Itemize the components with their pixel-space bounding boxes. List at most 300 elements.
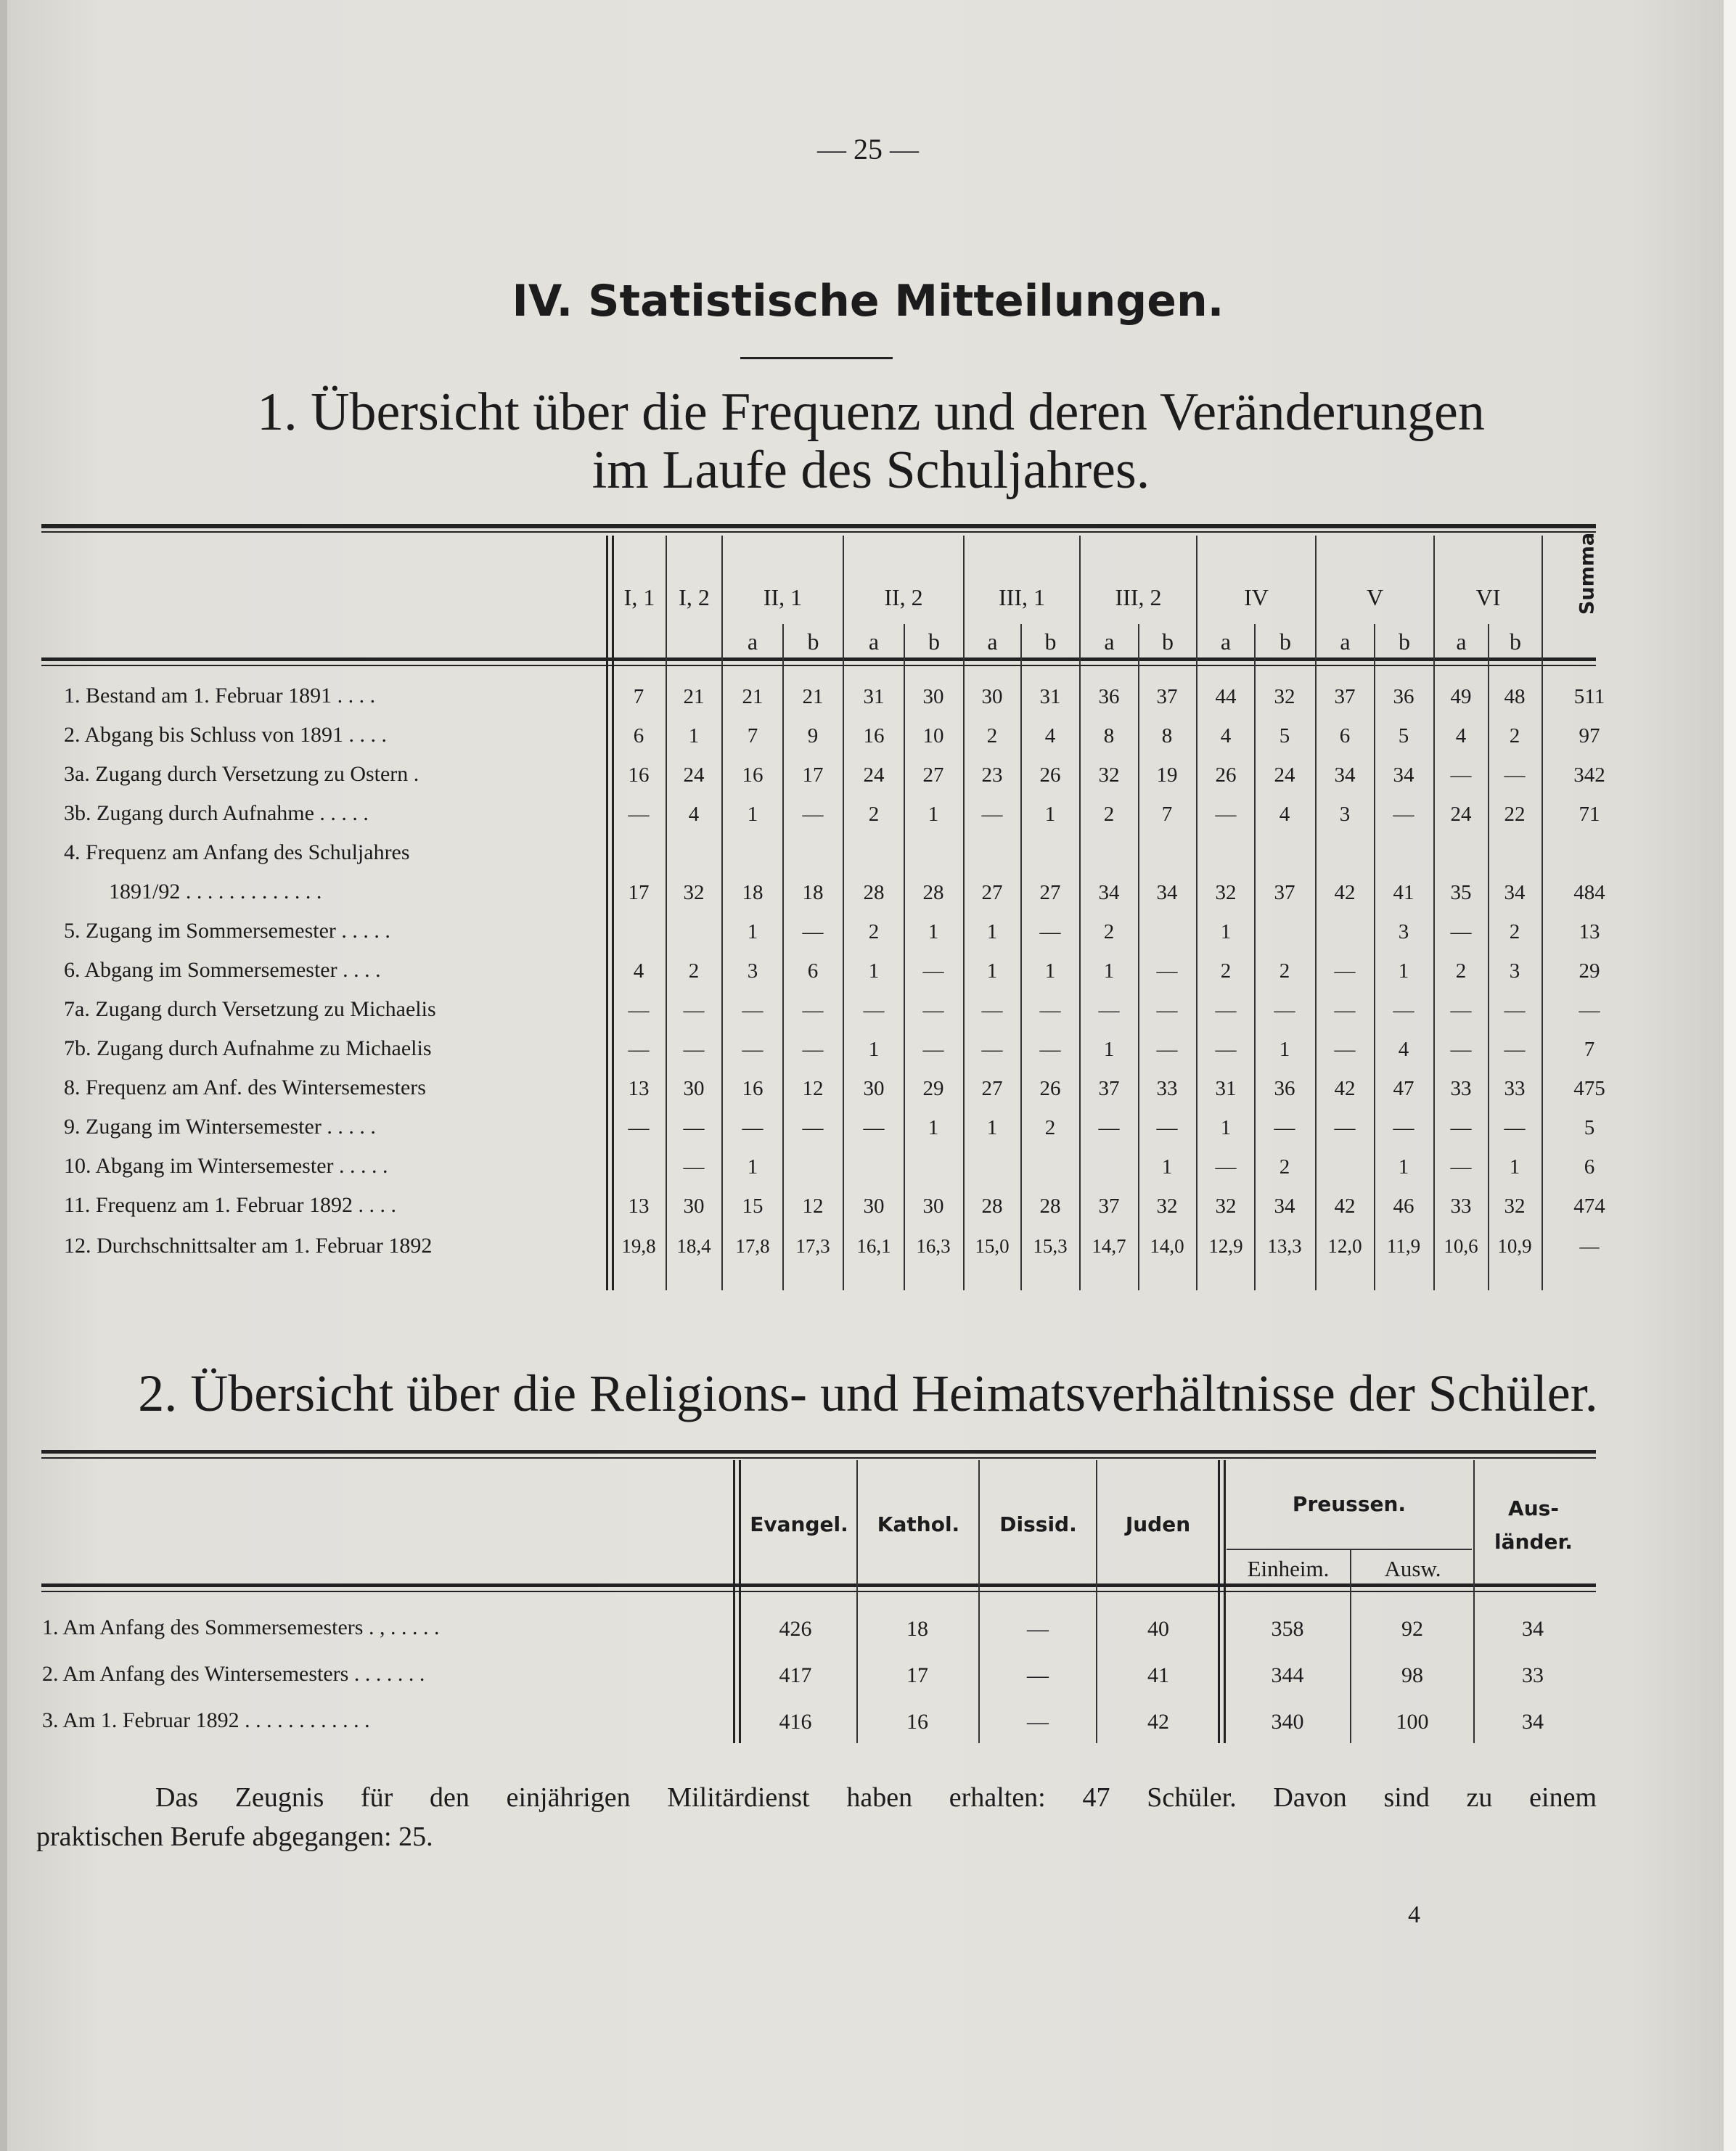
table1-cell: 342 xyxy=(1573,763,1605,787)
table1-cell: 30 xyxy=(981,685,1003,708)
table1-cell: 4 xyxy=(633,959,644,983)
table1-cell: 27 xyxy=(981,1077,1003,1100)
table1-cell: 48 xyxy=(1504,685,1526,708)
table1-cell: 33 xyxy=(1450,1195,1472,1218)
table1-cell: — xyxy=(802,803,824,826)
summa-header: Summa xyxy=(1576,532,1599,615)
table2-cell: 40 xyxy=(1147,1617,1169,1641)
table2-cell: — xyxy=(1027,1617,1049,1641)
table1-cell: 32 xyxy=(1215,1195,1237,1218)
table1-cell: 16 xyxy=(742,763,763,787)
table1-row-label: 11. Frequenz am 1. Februar 1892 . . . . xyxy=(64,1193,396,1217)
table1-cell: — xyxy=(1393,999,1414,1022)
table1-row-label: 7b. Zugang durch Aufnahme zu Michaelis xyxy=(64,1036,432,1060)
table2-cell: 42 xyxy=(1147,1710,1169,1734)
header-einheim: Einheim. xyxy=(1247,1556,1330,1581)
table1-cell: 32 xyxy=(683,881,705,904)
table1-cell: 28 xyxy=(863,881,885,904)
table1-cell: 1 xyxy=(1103,1038,1115,1061)
table1-row-label: 1891/92 . . . . . . . . . . . . . xyxy=(109,880,322,904)
table1-header-rule-thin xyxy=(41,665,1596,666)
table1-divider xyxy=(612,536,614,1290)
table1-cell: 32 xyxy=(1274,685,1295,708)
table1-cell: 18,4 xyxy=(676,1235,711,1257)
table2-divider xyxy=(978,1460,980,1743)
table1-cell: 10,9 xyxy=(1497,1235,1532,1257)
table1-cell: — xyxy=(1156,999,1178,1022)
table1-cell: 2 xyxy=(688,959,700,983)
table2-divider xyxy=(733,1460,735,1743)
table1-cell: — xyxy=(1039,920,1061,943)
column-header-vi: VI xyxy=(1475,584,1501,610)
table1-cell: 1 xyxy=(868,1038,880,1061)
table1-cell: — xyxy=(981,1038,1003,1061)
preussen-underline xyxy=(1227,1549,1472,1550)
table1-cell: — xyxy=(1098,1116,1120,1139)
table1-cell: — xyxy=(1450,920,1472,943)
table2-cell: 416 xyxy=(779,1710,812,1734)
table1-cell: — xyxy=(802,999,824,1022)
table1-cell: 1 xyxy=(1279,1038,1290,1061)
table2-cell: 17 xyxy=(906,1663,928,1687)
table2-divider xyxy=(1224,1460,1226,1743)
subcolumn-header: b xyxy=(928,628,940,655)
table1-cell: 97 xyxy=(1579,724,1600,747)
subcolumn-header: b xyxy=(1280,628,1291,655)
footnote-paragraph xyxy=(36,1778,1597,1856)
table1-cell: 1 xyxy=(986,959,998,983)
table1-cell: 6 xyxy=(633,724,644,747)
table1-cell: 16,1 xyxy=(856,1235,891,1257)
table1-cell: 1 xyxy=(1044,803,1056,826)
table1-cell: 474 xyxy=(1573,1195,1605,1218)
table1-cell: 5 xyxy=(1584,1116,1595,1139)
table1-cell: — xyxy=(1215,803,1237,826)
table1-cell: 32 xyxy=(1098,763,1120,787)
table1-cell: 17 xyxy=(802,763,824,787)
table1-cell: 4 xyxy=(1455,724,1467,747)
signature-mark: 4 xyxy=(1408,1901,1420,1928)
table2-row-label: 3. Am 1. Februar 1892 . . . . . . . . . . . . xyxy=(42,1708,370,1732)
table1-cell: 1 xyxy=(928,803,939,826)
table1-cell: — xyxy=(1215,1155,1237,1179)
table1-cell: 36 xyxy=(1274,1077,1295,1100)
table1-cell: 26 xyxy=(1039,1077,1061,1100)
subcolumn-header: b xyxy=(1399,628,1410,655)
table1-cell: 28 xyxy=(981,1195,1003,1218)
subcolumn-header: b xyxy=(1510,628,1521,655)
table1-cell: 21 xyxy=(683,685,705,708)
table1-cell: — xyxy=(802,1116,824,1139)
table2-cell: 344 xyxy=(1271,1663,1304,1687)
table1-cell: 11,9 xyxy=(1386,1235,1421,1257)
table1-cell: — xyxy=(1450,1038,1472,1061)
table1-cell: 2 xyxy=(868,920,880,943)
table1-cell: 475 xyxy=(1573,1077,1605,1100)
table1-cell: 23 xyxy=(981,763,1003,787)
table1-cell: — xyxy=(863,1116,885,1139)
table1-cell: 2 xyxy=(1509,724,1520,747)
table1-cell: 30 xyxy=(922,685,944,708)
table1-cell: — xyxy=(1039,1038,1061,1061)
table1-cell: 37 xyxy=(1156,685,1178,708)
table1-cell: — xyxy=(628,803,650,826)
table1-cell: 14,7 xyxy=(1092,1235,1126,1257)
table2-cell: 417 xyxy=(779,1663,812,1687)
table2-header-rule-thin xyxy=(41,1591,1596,1592)
table2-row-label: 2. Am Anfang des Wintersemesters . . . . . . . xyxy=(42,1662,425,1686)
table1-cell: 24 xyxy=(1450,803,1472,826)
table1-row-label: 8. Frequenz am Anf. des Wintersemesters xyxy=(64,1076,426,1099)
table1-cell: 8 xyxy=(1103,724,1115,747)
table1-cell: 10,6 xyxy=(1444,1235,1478,1257)
table1-cell: 1 xyxy=(986,1116,998,1139)
table1-cell: 29 xyxy=(1579,959,1600,983)
table1-cell: — xyxy=(1334,1116,1356,1139)
table1-cell: 484 xyxy=(1573,881,1605,904)
table1-cell: 32 xyxy=(1156,1195,1178,1218)
table1-cell: 10 xyxy=(922,724,944,747)
table1-cell: 35 xyxy=(1450,881,1472,904)
subcolumn-header: a xyxy=(868,628,880,655)
header-evangel: Evangel. xyxy=(750,1512,848,1536)
subcolumn-header: a xyxy=(1340,628,1351,655)
table1-cell: — xyxy=(1215,1038,1237,1061)
subcolumn-header: a xyxy=(987,628,998,655)
table1-cell: — xyxy=(1450,1155,1472,1179)
table1-cell: 7 xyxy=(747,724,758,747)
table1-cell: — xyxy=(1274,999,1295,1022)
table1-cell: 15 xyxy=(742,1195,763,1218)
table1-cell: 33 xyxy=(1450,1077,1472,1100)
table1-cell: — xyxy=(1334,959,1356,983)
column-header-ii1: II, 1 xyxy=(763,584,803,610)
table1-cell: — xyxy=(1450,763,1472,787)
column-header-i1: I, 1 xyxy=(623,584,655,610)
table1-cell: 7 xyxy=(1161,803,1173,826)
table1-cell: 1 xyxy=(1161,1155,1173,1179)
table1-cell: 16,3 xyxy=(916,1235,951,1257)
table1-cell: 44 xyxy=(1215,685,1237,708)
page-number: — 25 — xyxy=(817,133,919,165)
header-preussen: Preussen. xyxy=(1292,1492,1407,1516)
table1-cell: — xyxy=(683,999,705,1022)
table1-cell: 3 xyxy=(1509,959,1520,983)
table1-cell: 4 xyxy=(1044,724,1056,747)
table1-cell: 6 xyxy=(1339,724,1351,747)
table1-cell: 49 xyxy=(1450,685,1472,708)
table1-cell: — xyxy=(742,1038,763,1061)
table2-divider xyxy=(1350,1550,1351,1743)
table1-row-label: 5. Zugang im Sommersemester . . . . . xyxy=(64,919,390,943)
table1-cell: 36 xyxy=(1098,685,1120,708)
table1-cell: — xyxy=(1039,999,1061,1022)
table1-cell: — xyxy=(1504,763,1526,787)
table1-cell: 7 xyxy=(633,685,644,708)
footnote-line-2: praktischen Berufe abgegangen: 25. xyxy=(36,1822,433,1852)
table2-cell: 426 xyxy=(779,1617,812,1641)
table1-cell: 9 xyxy=(807,724,819,747)
table1-cell: 1 xyxy=(1398,1155,1409,1179)
table2-cell: 16 xyxy=(906,1710,928,1734)
table1-cell: 14,0 xyxy=(1150,1235,1184,1257)
column-header-iii1: III, 1 xyxy=(999,584,1045,610)
table1-title: 1. Übersicht über die Frequenz und deren Veränderungen xyxy=(257,382,1485,442)
table2-cell: 340 xyxy=(1271,1710,1304,1734)
table1-cell: — xyxy=(628,1116,650,1139)
table1-cell: — xyxy=(1274,1116,1295,1139)
table1-cell: — xyxy=(1393,803,1414,826)
table2-top-rule-thin xyxy=(41,1457,1596,1459)
table1-cell: 41 xyxy=(1393,881,1414,904)
subcolumn-header: a xyxy=(747,628,758,655)
table1-cell: — xyxy=(922,959,944,983)
table1-cell: 2 xyxy=(1044,1116,1056,1139)
table1-cell: 30 xyxy=(863,1077,885,1100)
table1-cell: — xyxy=(1450,1116,1472,1139)
table1-cell: 1 xyxy=(928,920,939,943)
table1-cell: — xyxy=(1156,1038,1178,1061)
table1-cell: 31 xyxy=(1215,1077,1237,1100)
table1-cell: — xyxy=(1579,1235,1600,1257)
table1-subtitle: im Laufe des Schuljahres. xyxy=(591,441,1150,500)
table1-cell: 26 xyxy=(1215,763,1237,787)
table2-cell: — xyxy=(1027,1710,1049,1734)
table1-row-label: 12. Durchschnittsalter am 1. Februar 1892 xyxy=(64,1234,433,1258)
footnote-line-1: Das Zeugnis für den einjährigen Militärdienst haben erhalten: 47 Schüler. Davon sind zu einem xyxy=(155,1782,1597,1813)
table1-cell: 17 xyxy=(628,881,650,904)
table1-cell: 1 xyxy=(1103,959,1115,983)
table1-cell: 22 xyxy=(1504,803,1526,826)
table1-cell: 2 xyxy=(1509,920,1520,943)
table1-cell: 12 xyxy=(802,1077,824,1100)
header-ausw: Ausw. xyxy=(1384,1556,1441,1581)
table2-cell: 33 xyxy=(1522,1663,1544,1687)
table1-cell: 28 xyxy=(1039,1195,1061,1218)
table1-cell: 16 xyxy=(863,724,885,747)
table2-row-label: 1. Am Anfang des Sommersemesters . , . . . . . xyxy=(42,1615,440,1639)
table1-row-label: 3b. Zugang durch Aufnahme . . . . . xyxy=(64,801,369,825)
table1-cell: 4 xyxy=(1220,724,1232,747)
table2-divider xyxy=(1218,1460,1220,1743)
header-kathol: Kathol. xyxy=(877,1512,960,1536)
table1-cell: 42 xyxy=(1334,1195,1356,1218)
table1-cell: — xyxy=(1156,959,1178,983)
table1-cell: 30 xyxy=(683,1195,705,1218)
table1-row-label: 6. Abgang im Sommersemester . . . . xyxy=(64,958,381,982)
header-juden: Juden xyxy=(1125,1512,1191,1536)
table1-cell: 5 xyxy=(1279,724,1290,747)
table1-header-rule xyxy=(41,657,1596,661)
title-divider xyxy=(740,357,893,359)
table1-divider xyxy=(1541,536,1543,1290)
table1-cell: — xyxy=(683,1155,705,1179)
table1-cell: 19,8 xyxy=(621,1235,656,1257)
table1-cell: 16 xyxy=(628,763,650,787)
subcolumn-header: b xyxy=(807,628,819,655)
table1-cell: — xyxy=(981,803,1003,826)
table1-cell: — xyxy=(922,999,944,1022)
header-auslaender-1: Aus- xyxy=(1508,1496,1559,1520)
table1-top-rule xyxy=(41,524,1596,528)
table1-top-rule-thin xyxy=(41,531,1596,533)
table1-cell: 13 xyxy=(1579,920,1600,943)
table1-cell: 42 xyxy=(1334,1077,1356,1100)
table1-cell: 2 xyxy=(1220,959,1232,983)
table2-cell: 34 xyxy=(1522,1617,1544,1641)
table1-cell: — xyxy=(683,1116,705,1139)
table1-cell: — xyxy=(628,1038,650,1061)
table1-row-label: 2. Abgang bis Schluss von 1891 . . . . xyxy=(64,723,388,747)
table1-cell: 24 xyxy=(683,763,705,787)
table1-cell: — xyxy=(1504,1038,1526,1061)
table1-cell: 47 xyxy=(1393,1077,1414,1100)
table2-cell: 100 xyxy=(1396,1710,1429,1734)
table1-cell: 17,8 xyxy=(735,1235,770,1257)
table1-cell: — xyxy=(1504,999,1526,1022)
table1-cell: — xyxy=(1334,1038,1356,1061)
table1-cell: 28 xyxy=(922,881,944,904)
table1-cell: 13 xyxy=(628,1077,650,1100)
table1-cell: — xyxy=(1334,999,1356,1022)
table1-cell: 26 xyxy=(1039,763,1061,787)
table2-header-rule xyxy=(41,1583,1596,1587)
table1-cell: 6 xyxy=(807,959,819,983)
table1-cell: 2 xyxy=(1103,920,1115,943)
table2-cell: 358 xyxy=(1271,1617,1304,1641)
table1-row-label: 1. Bestand am 1. Februar 1891 . . . . xyxy=(64,684,376,708)
table1-cell: — xyxy=(802,920,824,943)
column-header-iii2: III, 2 xyxy=(1115,584,1162,610)
table1-cell: 17,3 xyxy=(795,1235,830,1257)
table1-cell: 42 xyxy=(1334,881,1356,904)
table1-cell: 3 xyxy=(1398,920,1409,943)
table1-cell: — xyxy=(742,999,763,1022)
table1-cell: — xyxy=(1504,1116,1526,1139)
table1-cell: 3 xyxy=(747,959,758,983)
table1-cell: 34 xyxy=(1393,763,1414,787)
table1-cell: 1 xyxy=(1220,920,1232,943)
table1-cell: 1 xyxy=(1044,959,1056,983)
table1-cell: 19 xyxy=(1156,763,1178,787)
table1-cell: 1 xyxy=(928,1116,939,1139)
table1-cell: 21 xyxy=(802,685,824,708)
table1-cell: 18 xyxy=(742,881,763,904)
subcolumn-header: a xyxy=(1220,628,1232,655)
table1-cell: 27 xyxy=(922,763,944,787)
table1-cell: — xyxy=(922,1038,944,1061)
table1-cell: 37 xyxy=(1098,1195,1120,1218)
table2-top-rule xyxy=(41,1450,1596,1454)
table1-cell: 37 xyxy=(1098,1077,1120,1100)
table1-cell: 1 xyxy=(1398,959,1409,983)
table1-cell: 15,3 xyxy=(1033,1235,1068,1257)
table1-cell: 34 xyxy=(1274,1195,1295,1218)
table1-cell: 27 xyxy=(981,881,1003,904)
table1-cell: — xyxy=(628,999,650,1022)
table1-cell: — xyxy=(1156,1116,1178,1139)
table1-cell: 8 xyxy=(1161,724,1173,747)
table1-cell: 12,9 xyxy=(1208,1235,1243,1257)
table1-cell: 2 xyxy=(1103,803,1115,826)
table1-cell: 1 xyxy=(688,724,700,747)
table1-cell: — xyxy=(1098,999,1120,1022)
table1-cell: 1 xyxy=(986,920,998,943)
table1-cell: 33 xyxy=(1156,1077,1178,1100)
table1-cell: 31 xyxy=(1039,685,1061,708)
table2-divider xyxy=(1473,1460,1475,1743)
table1-cell: — xyxy=(1215,999,1237,1022)
table1-cell: 2 xyxy=(986,724,998,747)
table1-cell: 1 xyxy=(1220,1116,1232,1139)
table1-cell: — xyxy=(1450,999,1472,1022)
subcolumn-header: b xyxy=(1044,628,1057,655)
table1-cell: 7 xyxy=(1584,1038,1595,1061)
table1-cell: 13,3 xyxy=(1267,1235,1302,1257)
table1-cell: 2 xyxy=(1279,959,1290,983)
table1-cell: 1 xyxy=(747,803,758,826)
table1-cell: 1 xyxy=(868,959,880,983)
column-header-ii2: II, 2 xyxy=(884,584,923,610)
table1-cell: 2 xyxy=(1279,1155,1290,1179)
table1-cell: 36 xyxy=(1393,685,1414,708)
table1-cell: 18 xyxy=(802,881,824,904)
table1-divider xyxy=(606,536,608,1290)
table1-cell: 3 xyxy=(1339,803,1351,826)
header-auslaender-2: länder. xyxy=(1494,1530,1573,1554)
table1-cell: 1 xyxy=(1509,1155,1520,1179)
column-header-iv: IV xyxy=(1244,584,1269,610)
table1-cell: 46 xyxy=(1393,1195,1414,1218)
table1-cell: — xyxy=(1579,999,1600,1022)
table1-cell: — xyxy=(1393,1116,1414,1139)
table2-divider xyxy=(856,1460,858,1743)
table1-cell: 32 xyxy=(1504,1195,1526,1218)
table1-cell: 30 xyxy=(863,1195,885,1218)
table2-cell: 98 xyxy=(1401,1663,1423,1687)
table1-cell: 27 xyxy=(1039,881,1061,904)
column-header-v: V xyxy=(1366,584,1384,610)
table1-cell: — xyxy=(863,999,885,1022)
table1-cell: 21 xyxy=(742,685,763,708)
table2-cell: — xyxy=(1027,1663,1049,1687)
table1-cell: — xyxy=(802,1038,824,1061)
table1-cell: 34 xyxy=(1098,881,1120,904)
table1-cell: — xyxy=(742,1116,763,1139)
table1-cell: 31 xyxy=(863,685,885,708)
table1-cell: 1 xyxy=(747,920,758,943)
table1-cell: 6 xyxy=(1584,1155,1595,1179)
table1-cell: 2 xyxy=(868,803,880,826)
table2-cell: 34 xyxy=(1522,1710,1544,1734)
table2-cell: 18 xyxy=(906,1617,928,1641)
table1-cell: 15,0 xyxy=(975,1235,1010,1257)
table1-cell: 12 xyxy=(802,1195,824,1218)
subcolumn-header: a xyxy=(1104,628,1115,655)
table1-cell: 12,0 xyxy=(1327,1235,1362,1257)
table2-title: 2. Übersicht über die Religions- und Heimatsverhältnisse der Schüler. xyxy=(138,1364,1598,1422)
table1-row-label: 4. Frequenz am Anfang des Schuljahres xyxy=(64,840,410,864)
table1-cell: 5 xyxy=(1398,724,1409,747)
column-header-i2: I, 2 xyxy=(679,584,710,610)
table1-cell: 34 xyxy=(1156,881,1178,904)
table1-cell: 32 xyxy=(1215,881,1237,904)
table2-cell: 92 xyxy=(1401,1617,1423,1641)
table1-row-label: 7a. Zugang durch Versetzung zu Michaelis xyxy=(64,997,436,1021)
table1-cell: — xyxy=(683,1038,705,1061)
section-title: IV. Statistische Mitteilungen. xyxy=(512,276,1224,327)
table1-cell: 4 xyxy=(1398,1038,1409,1061)
